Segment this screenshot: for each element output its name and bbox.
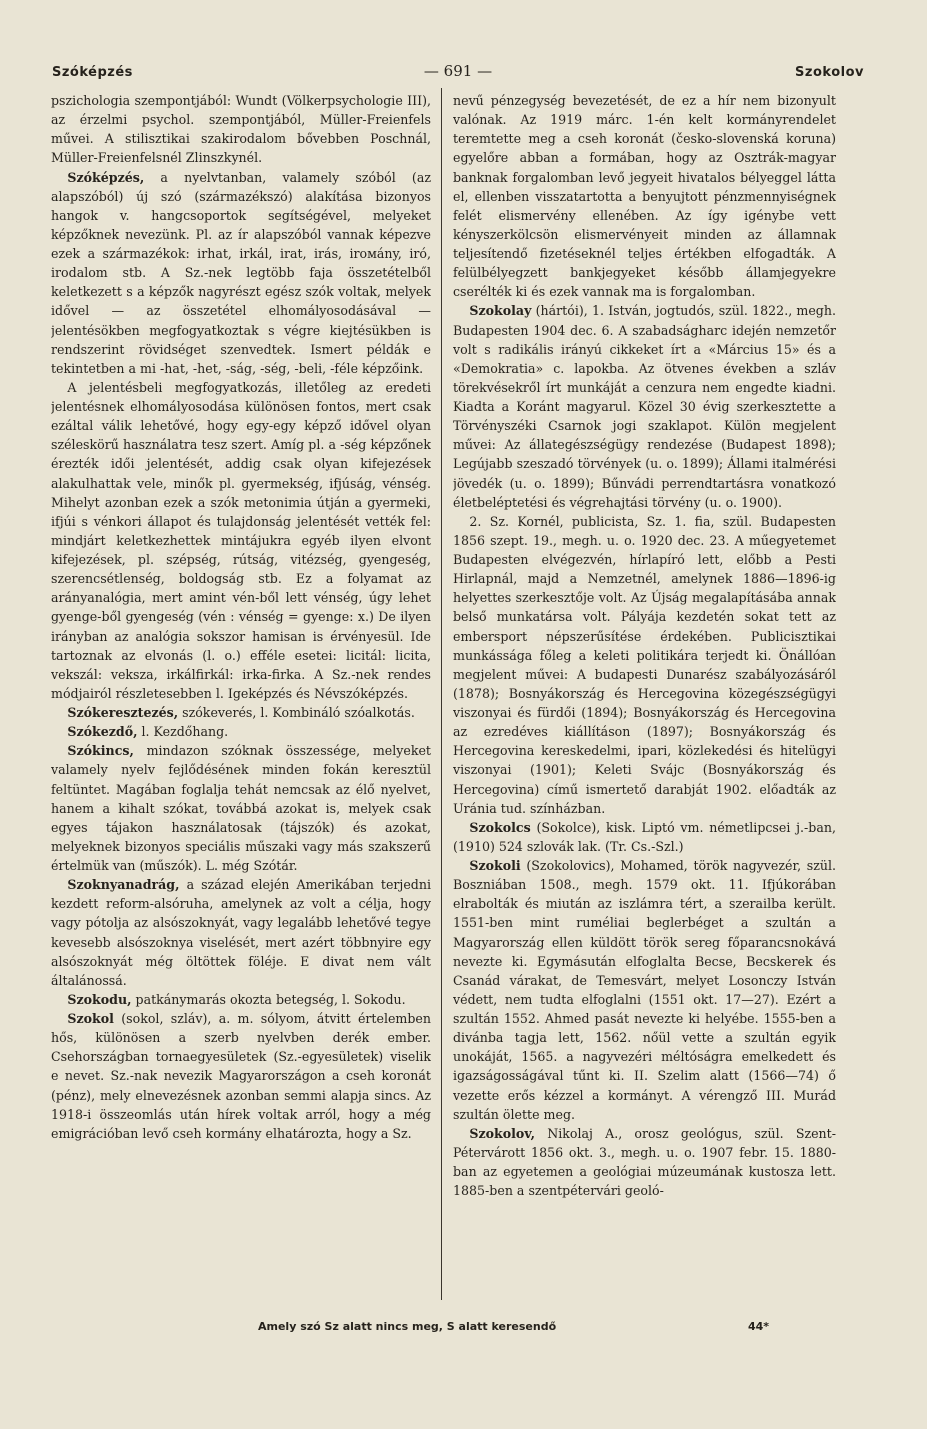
entry-paragraph: [51, 168, 431, 378]
entry-text: pszichologia szempontjából: Wundt (Völkerpsychologie III), az érzelmi psychol. szempontjából, Müller-Freienfels művei. A stilisztikai szakirodalom bővebben Poschnál, Müller-Freienfelsnél Zlinszkynél.: [51, 93, 431, 166]
entry-paragraph: [453, 91, 836, 301]
entry-paragraph: [51, 91, 431, 168]
entry-headword: Szokolay: [469, 303, 532, 319]
header-left-keyword: Szóképzés: [52, 65, 133, 80]
entry-text: l. Kezdőhang.: [137, 724, 229, 740]
entry-headword: Szokolcs: [469, 819, 531, 835]
column-divider: [441, 88, 442, 1300]
entry-headword: Szokodu,: [67, 991, 132, 1007]
entry-paragraph: [453, 818, 836, 856]
entry-text: nevű pénzegység bevezetését, de ez a hír nem bizonyult valónak. Az 1919 márc. 1-én kelt kormányrendelet teremtette meg a cseh koronát (česko-slovenská koruna) egyelőre abban a formában, hogy az Osztrák-magyar banknak forgalomban levő jegyeit hivatalos bélyeggel látta el, ellenben visszatartotta a benyujtott pénzmennyiségnek felét elismervény ellenében. Az így igénybe vett kényszerkölcsön elismervényeit minden az államnak teljesítendő fizetéseknél teljes értékben elfogadták. A felülbélyegzett bankjegyeket később államjegyekre cserélték ki és ezek vannak ma is forgalomban.: [453, 93, 836, 300]
entry-text: mindazon szóknak összessége, melyeket valamely nyelv fejlődésének minden fokán keresztül feltüntet. Magában foglalja tehát nemcsak az élő nyelvet, hanem a kihalt szókat, továbbá azokat is, melyek csak egyes tájakon használatosak (tájszók) és azokat, melyeknek bizonyos speciális műszaki vagy más szakszerű értelmük van (műszók). L. még Szótár.: [51, 743, 431, 873]
running-header: [52, 62, 864, 84]
entry-headword: Szokol: [67, 1011, 114, 1026]
entry-paragraph: [453, 512, 836, 818]
entry-text: szókeverés, l. Kombináló szóalkotás.: [178, 705, 415, 720]
entry-headword: Szókeresztezés,: [67, 705, 179, 720]
entry-text: patkánymarás okozta betegség, l. Sokodu.: [131, 991, 406, 1007]
entry-paragraph: [51, 990, 431, 1009]
page-number: — 691 —: [423, 62, 493, 80]
entry-paragraph: [453, 301, 836, 511]
entry-paragraph: [51, 741, 431, 875]
entry-text: a nyelvtanban, valamely szóból (az alapszóból) új szó (származékszó) alakítása bizonyos hangok v. hangcsoportok segítségével, melyeket képzőknek nevezünk. Pl. az ír alapszóból vannak képezve ezek a származékok: irhat, irkál, irat, irás, irомány, iró, irodalom stb. A Sz.-nek legtöbb faja összetételből keletkezett s a képzők nagyrészt egész szók voltak, melyek idővel — az összetétel elhomályosodásával — jelentésökben megfogyatkoztak s végre kiejtésükben is rendszerint rövidséget szenvedtek. Ismert példák e tekintetben a mi -hat, -het, -ság, -ség, -beli, -féle képzőink.: [51, 169, 431, 376]
entry-text: (Szokolovics), Mohamed, török nagyvezér, szül. Boszniában 1508., megh. 1579 okt. 11. Ifjúkorában elrabolták és miután az iszlámra tért, a szerailba került. 1551-ben mint ruméliai beglerbéget a szultán a Magyarország ellen küldött török sereg főparancsnokává nevezte ki. Egymásután elfoglalta Becse, Becskerek és Csanád várakat, de Temesvárt, melyet Losonczy István védett, nem tudta elfoglalni (1551 okt. 17—27). Ezért a szultán 1552. Ahmed pasát nevezte ki helyébe. 1555-ben a divánba tagja lett, 1562. nőül vette a szultán egyik unokáját, 1565. a nagyvezéri méltóságra emelkedett és igazságosságával tűnt ki. II. Szelim alatt (1566—74) ő vezette erős kézzel a kormányt. A vérengző III. Murád szultán ölette meg.: [453, 858, 836, 1122]
entry-text: (sokol, szláv), a. m. sólyom, átvitt értelemben hős, különösen a szerb nyelvben derék ember. Csehországban tornaegyesületek (Sz.-egyesületek) viselik e nevet. Sz.-nak nevezik Magyarországon a cseh koronát (pénz), mely elnevezésnek azonban semmi alapja sincs. Az 1918-i összeomlás után hírek voltak arról, hogy a még emigrációban levő cseh kormány elhatározta, hogy a Sz.: [51, 1011, 431, 1141]
entry-paragraph: [453, 1124, 836, 1201]
entry-paragraph: [51, 875, 431, 990]
entry-text: (hártói), 1. István, jogtudós, szül. 1822., megh. Budapesten 1904 dec. 6. A szabadságharc idején nemzetőr volt s radikális irányú cikkeket írt a «Március 15» és a «Demokratia» c. lapokba. Az ötvenes években a szláv törekvésekről írt munkáját a cenzura nem engedte kiadni. Kiadta a Koránt magyarul. Közel 30 évig szerkesztette a Törvényszéki Csarnok jogi szaklapot. Külön megjelent művei: Az állategészségügy rendezése (Budapest 1898); Legújabb szeszadó törvények (u. o. 1899); Állami italmérési jövedék (u. o. 1899); Bűnvádi perrendtartásra vonatkozó életbeléptetési és végrehajtási törvény (u. o. 1900).: [453, 303, 836, 510]
entry-headword: Szoknyanadrág,: [67, 877, 180, 893]
entry-text: A jelentésbeli megfogyatkozás, illetőleg az eredeti jelentésnek elhomályosodása különösen fontos, mert csak ezáltal válik lehetővé, hogy egy-egy képző idővel olyan széleskörű használatra tesz szert. Amíg pl. a -ség képzőnek érezték idői jelentését, addig csak olyan kifejezések alakulhattak vele, minők pl. gyermekség, ifjúság, vénség. Mihelyt azonban ezek a szók metonimia útján a gyermeki, ifjúi s vénkori állapot és tulajdonság jelentését vették fel: mindjárt keletkezhettek mintájukra egyéb ilyen elvont kifejezések, pl. szépség, rútság, vitézség, gyengeség, szerencsétlenség, boldogság stb. Ez a folyamat az arányanalógia, mert amint vén-ből lett vénség, úgy lehet gyenge-ből gyengeség (vén : vénség = gyenge: x.) De ilyen irányban az analógia sokszor hamisan is érvényesül. Ide tartoznak az elvonás (l. o.) efféle esetei: licitál: licita, vekszál: veksza, irkálfirkál: irka-firka. A Sz.-nek rendes módjairól részletesebben l. Igeképzés és Névszóképzés.: [51, 379, 431, 701]
entry-headword: Szokolov,: [469, 1125, 536, 1141]
entry-paragraph: [453, 856, 836, 1124]
entry-text: 2. Sz. Kornél, publicista, Sz. 1. fia, szül. Budapesten 1856 szept. 19., megh. u. o. 1920 dec. 23. A műegyetemet Budapesten elvégezvén, hírlapíró lett, előbb a Pesti Hirlapnál, majd a Nemzetnél, amelynek 1886—1896-ig helyettes szerkesztője volt. Az Újság megalapításába annak belső munkatársa volt. Pályája kezdetén sokat tett az embersport népszerűsítése érdekében. Publicisztikai munkássága főleg a keleti politikára terjedt ki. Önállóan megjelent művei: A budapesti Dunarész szabályozásáról (1878); Bosnyákország és Hercegovina közegészségügyi viszonyai és fürdői (1894); Bosnyákország és Hercegovina az ezredéves kiállításon (1897); Bosnyákország és Hercegovina kereskedelmi, ipari, közlekedési és hitelügyi viszonyai (1901); Keleti Svájc (Bosnyákország és Hercegovina) című ismertető darabját 1902. előadták az Uránia tud. színházban.: [453, 513, 836, 816]
entry-paragraph: [51, 722, 431, 741]
left-column: [51, 91, 431, 1286]
entry-headword: Szókincs,: [67, 743, 134, 759]
entry-headword: Szokoli: [469, 858, 521, 873]
footer-note: Amely szó Sz alatt nincs meg, S alatt keresendő: [258, 1320, 557, 1333]
entry-text: Nikolaj A., orosz geológus, szül. Szent-Pétervárott 1856 okt. 3., megh. u. o. 1907 febr. 15. 1880-ban az egyetemen a geológiai múzeumának kustosza lett. 1885-ben a szentpétervári geoló-: [453, 1125, 836, 1199]
entry-headword: Szóképzés,: [67, 169, 145, 185]
entry-paragraph: [51, 703, 431, 722]
right-column: [453, 91, 836, 1286]
entry-text: a század elején Amerikában terjedni kezdett reform-alsóruha, amelynek az volt a célja, hogy vagy pótolja az alsószoknyát, vagy legalább lehetővé tegye kevesebb alsószoknya viselését, mert azért többnyire egy alsószoknyát még öltöttek föléje. E divat nem vált általánossá.: [51, 877, 431, 988]
entry-paragraph: [51, 1009, 431, 1143]
entry-paragraph: [51, 378, 431, 703]
entry-headword: Szókezdő,: [67, 724, 138, 740]
header-right-keyword: Szokolov: [795, 65, 864, 80]
signature-mark: 44*: [748, 1320, 770, 1333]
entry-text: (Sokolce), kisk. Liptó vm. németlipcsei j.-ban, (1910) 524 szlovák lak. (Tr. Cs.-Szl.): [453, 819, 836, 854]
